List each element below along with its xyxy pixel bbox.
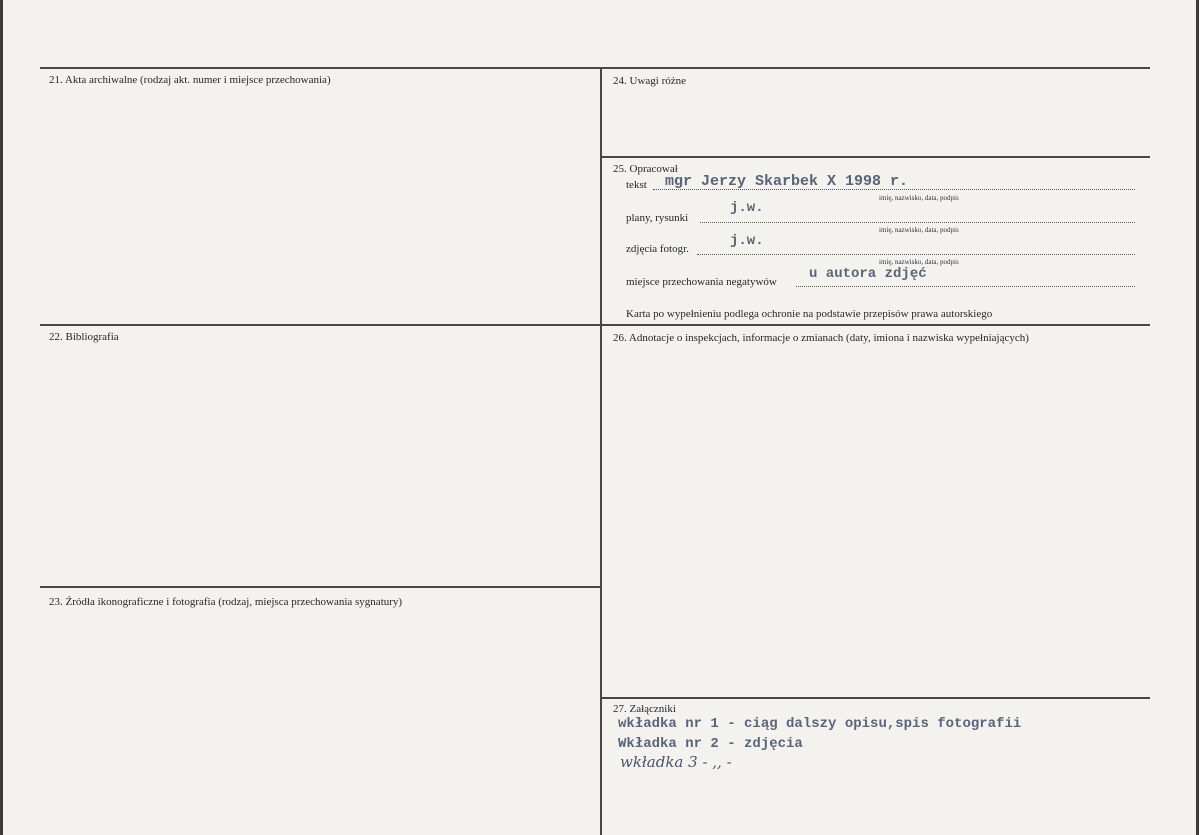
tekst-label: tekst bbox=[626, 179, 647, 191]
attachment-line-2: Wkładka nr 2 - zdjęcia bbox=[618, 736, 803, 752]
rule-26-27 bbox=[601, 697, 1150, 699]
copyright-note: Karta po wypełnieniu podlega ochronie na podstawie przepisów prawa autorskiego bbox=[626, 308, 993, 320]
zdjecia-label: zdjęcia fotogr. bbox=[626, 243, 689, 255]
tekst-value: mgr Jerzy Skarbek X 1998 r. bbox=[665, 173, 909, 190]
rule-21-22 bbox=[40, 324, 1150, 326]
attachment-line-1: wkładka nr 1 - ciąg dalszy opisu,spis fotografii bbox=[618, 716, 1022, 732]
top-rule bbox=[40, 67, 1150, 69]
negatywy-label: miejsce przechowania negatywów bbox=[626, 276, 777, 288]
section-23-title: 23. Źródła ikonograficzne i fotografia (rodzaj, miejsca przechowania sygnatury) bbox=[49, 596, 403, 608]
rule-22-23 bbox=[40, 586, 601, 588]
section-26-title: 26. Adnotacje o inspekcjach, informacje o zmianach (daty, imiona i nazwiska wypełniających) bbox=[613, 332, 1029, 344]
section-22-title: 22. Bibliografia bbox=[49, 331, 119, 343]
section-24-title: 24. Uwagi różne bbox=[613, 75, 687, 87]
plany-hint: imię, nazwisko, data, podpis bbox=[879, 226, 959, 234]
zdjecia-hint: imię, nazwisko, data, podpis bbox=[879, 258, 959, 266]
plany-dotted-line bbox=[700, 222, 1135, 223]
tekst-hint: imię, nazwisko, data, podpis bbox=[879, 194, 959, 202]
negatywy-value: u autora zdjęć bbox=[809, 266, 927, 282]
plany-value: j.w. bbox=[730, 200, 764, 216]
negatywy-dotted-line bbox=[796, 286, 1135, 287]
zdjecia-dotted-line bbox=[697, 254, 1135, 255]
section-25-title: 25. Opracował bbox=[613, 163, 678, 175]
attachment-line-3-handwritten: wkładka 3 - ,, - bbox=[620, 753, 732, 771]
rule-24-25 bbox=[601, 156, 1150, 158]
zdjecia-value: j.w. bbox=[730, 233, 764, 249]
plany-label: plany, rysunki bbox=[626, 212, 689, 224]
center-divider bbox=[600, 67, 602, 835]
section-21-title: 21. Akta archiwalne (rodzaj akt. numer i miejsce przechowania) bbox=[49, 74, 331, 86]
section-27-title: 27. Załączniki bbox=[613, 703, 676, 715]
